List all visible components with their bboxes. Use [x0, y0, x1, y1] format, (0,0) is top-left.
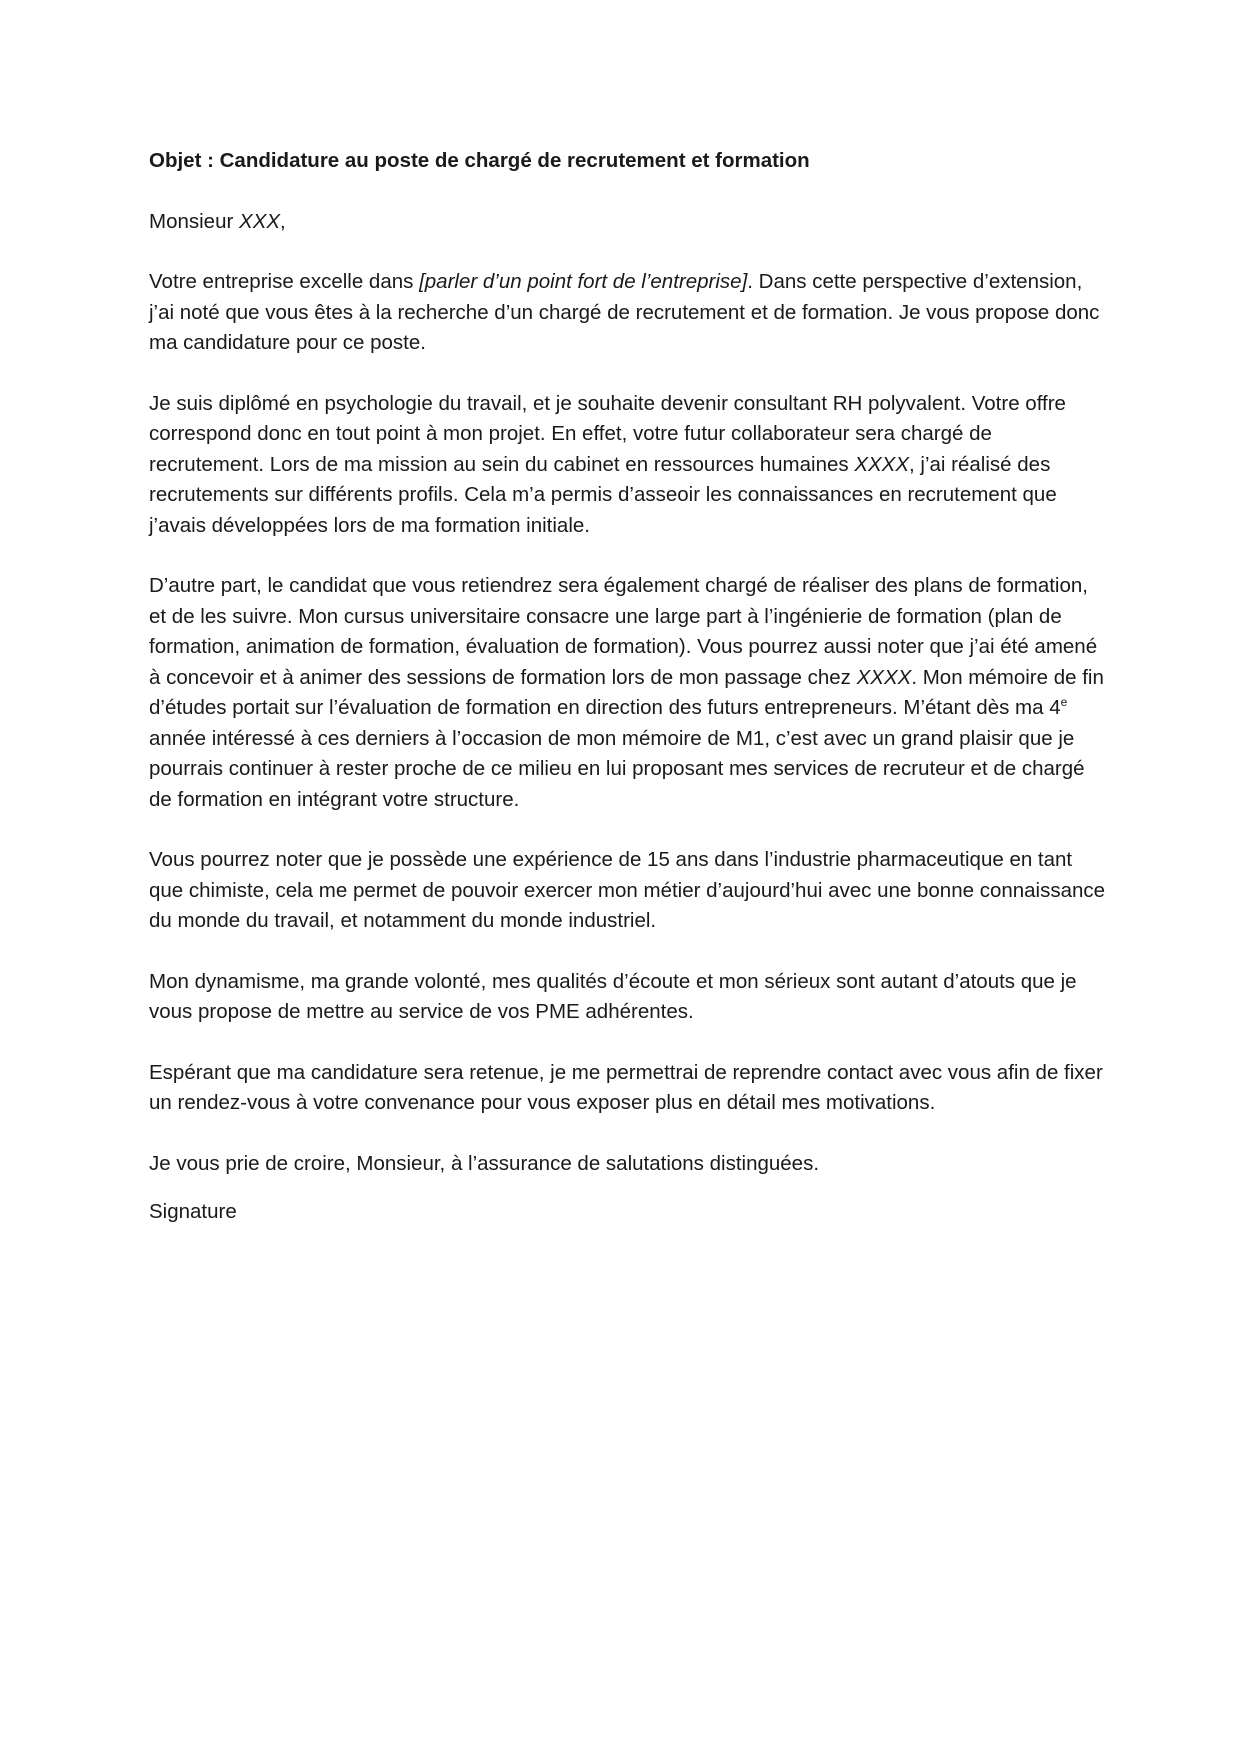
paragraph-training-d: année intéressé à ces derniers à l’occasion de mon mémoire de M1, c’est avec un grand plaisir que je pourrais continuer à rester proche de ce milieu en lui proposant mes services de recruteur et de chargé de formation en intégrant votre structure.: [149, 726, 1085, 811]
paragraph-education-a: Je suis diplômé en psychologie du travail, et je souhaite devenir consultant RH polyvalent. Votre offre correspond donc en tout point à mon projet. En effet, votre futur collaborateur sera chargé de recrutement. Lors de ma mission au sein du cabinet en ressources humaines: [149, 391, 1066, 476]
paragraph-training-placeholder: XXXX: [856, 665, 912, 689]
paragraph-education: [149, 389, 1109, 542]
paragraph-qualities: Mon dynamisme, ma grande volonté, mes qualités d’écoute et mon sérieux sont autant d’atouts que je vous propose de mettre au service de vos PME adhérentes.: [149, 969, 1077, 1023]
salutation-prefix: Monsieur: [149, 209, 240, 233]
letter-closing: Je vous prie de croire, Monsieur, à l’assurance de salutations distinguées.: [149, 1151, 820, 1175]
paragraph-contact: Espérant que ma candidature sera retenue, je me permettrai de reprendre contact avec vous afin de fixer un rendez-vous à votre convenance pour vous exposer plus en détail mes motivations.: [149, 1060, 1103, 1114]
paragraph-intro-a: Votre entreprise excelle dans: [149, 270, 420, 293]
paragraph-training-c: . Mon mémoire de fin d’études portait sur l’évaluation de formation en direction des futurs entrepreneurs. M’étant dès ma 4: [149, 665, 1104, 719]
paragraph-intro: [149, 267, 1109, 359]
letter-salutation: [149, 207, 1109, 238]
letter-page: [149, 146, 1109, 1258]
paragraph-training-superscript: e: [1060, 695, 1068, 710]
paragraph-education-placeholder: XXXX: [854, 452, 910, 476]
letter-subject: Objet : Candidature au poste de chargé de recrutement et formation: [149, 149, 810, 172]
paragraph-training: [149, 571, 1109, 815]
paragraph-intro-placeholder: [parler d’un point fort de l’entreprise]: [419, 270, 748, 293]
letter-signature: Signature: [149, 1200, 237, 1223]
salutation-name: XXX: [239, 209, 281, 233]
paragraph-training-a: D’autre part, le candidat que vous retiendrez sera également chargé de réaliser des plans de formation, et de les suivre. Mon cursus universitaire consacre une large part à l’ingénierie de formation (plan de formation, animation de formation, évaluation de formation). Vous pourrez aussi noter que j’ai été amené à concevoir et à animer des sessions de formation lors de mon passage chez: [149, 574, 1098, 689]
paragraph-intro-c: . Dans cette perspective d’extension, j’ai noté que vous êtes à la recherche d’un chargé de recrutement et de formation. Je vous propose donc ma candidature pour ce poste.: [149, 270, 1100, 354]
salutation-suffix: ,: [280, 209, 286, 233]
paragraph-education-c: , j’ai réalisé des recrutements sur différents profils. Cela m’a permis d’asseoir les connaissances en recrutement que j’avais développées lors de ma formation initiale.: [149, 452, 1057, 537]
paragraph-experience: Vous pourrez noter que je possède une expérience de 15 ans dans l’industrie pharmaceutique en tant que chimiste, cela me permet de pouvoir exercer mon métier d’aujourd’hui avec une bonne connaissance du monde du travail, et notamment du monde industriel.: [149, 848, 1106, 932]
